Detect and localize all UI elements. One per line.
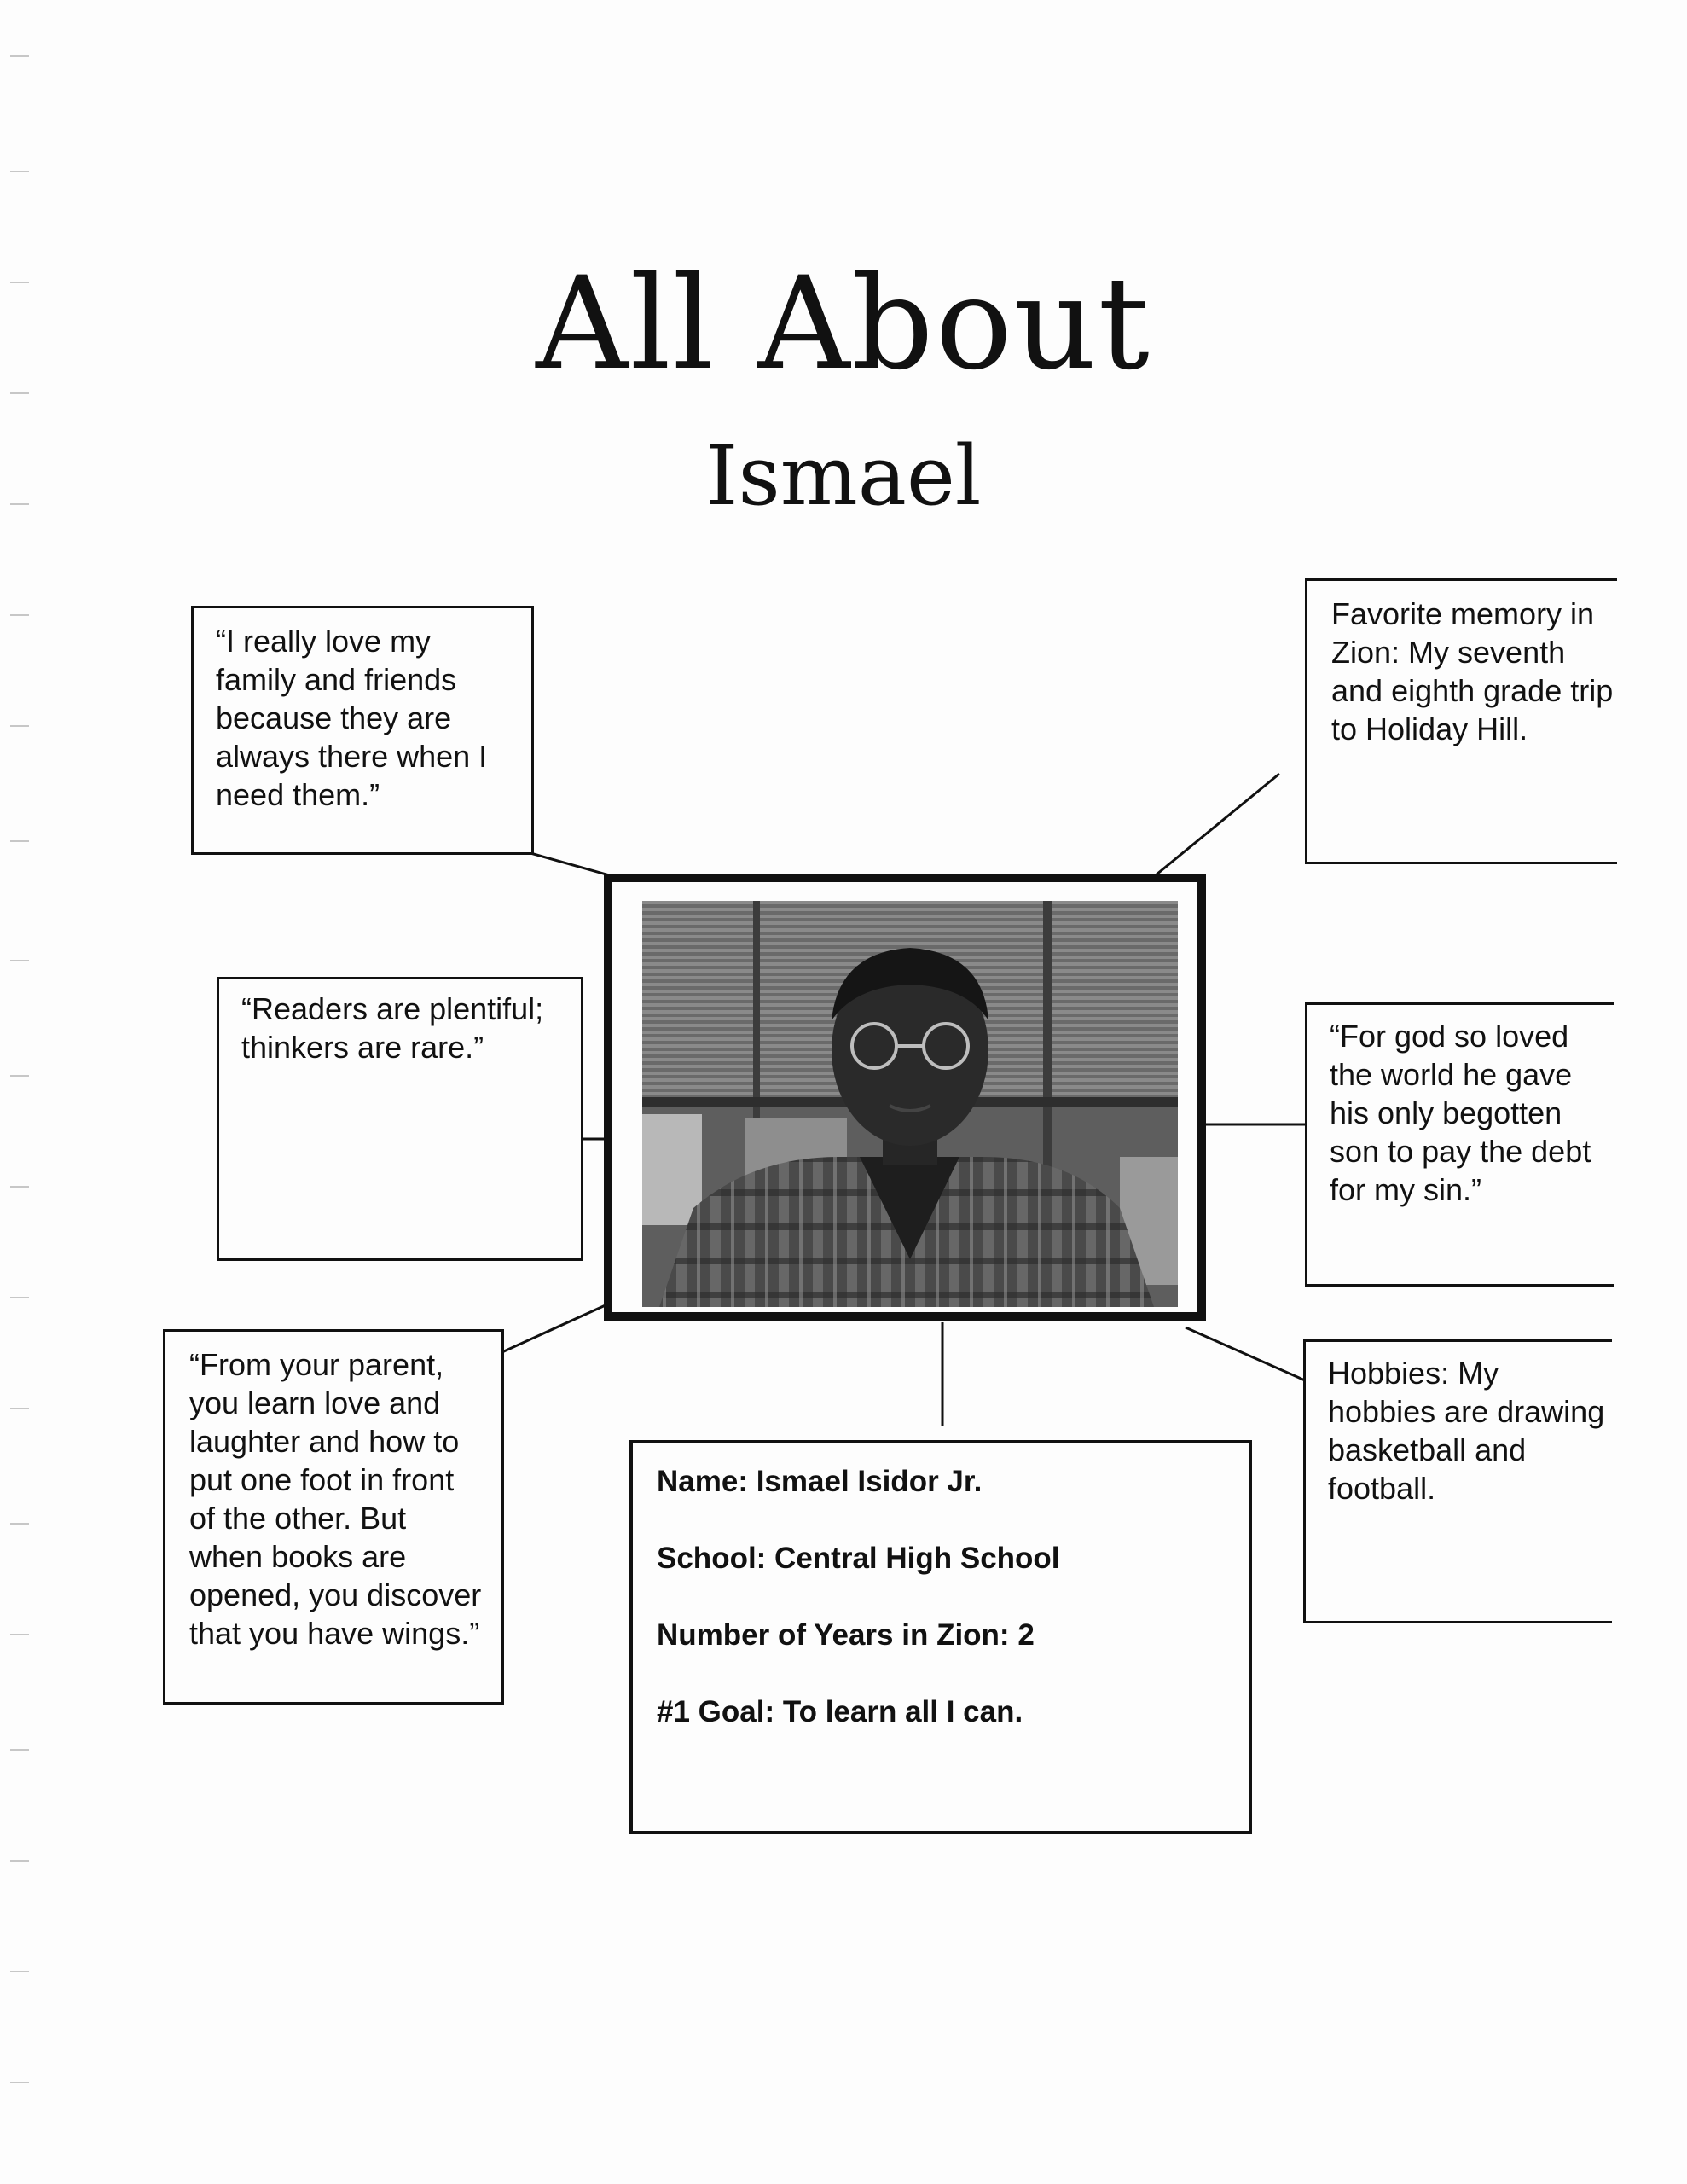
student-school: School: Central High School — [657, 1542, 1060, 1575]
student-years: Number of Years in Zion: 2 — [657, 1618, 1035, 1652]
page-subtitle: Ismael — [705, 428, 982, 524]
favorite-memory-text: Favorite memory in Zion: My seventh and eighth grade trip to Holiday Hill. — [1331, 596, 1614, 746]
readers-quote-text: “Readers are plentiful; thinkers are rare.” — [241, 991, 544, 1065]
student-info-box — [629, 1440, 1252, 1834]
bible-quote-text: “For god so loved the world he gave his only begotten son to pay the debt for my sin.” — [1330, 1019, 1591, 1207]
parent-quote-text: “From your parent, you learn love and laughter and how to put one foot in front of the other. But when books are opened, you discover that you have wings.” — [189, 1347, 482, 1651]
family-quote-text: “I really love my family and friends because they are always there when I need them.” — [216, 624, 488, 812]
student-name: Name: Ismael Isidor Jr. — [657, 1465, 983, 1498]
hobbies-box — [1303, 1339, 1612, 1623]
hobbies-text: Hobbies: My hobbies are drawing basketball and football. — [1328, 1356, 1605, 1506]
portrait-image — [642, 901, 1178, 1307]
family-quote-box — [191, 606, 534, 855]
favorite-memory-box — [1305, 578, 1617, 864]
readers-quote-box — [217, 977, 583, 1261]
parent-quote-box — [163, 1329, 504, 1705]
bible-quote-box — [1305, 1002, 1614, 1287]
page-title: All About — [536, 250, 1151, 398]
student-portrait-photo — [642, 901, 1178, 1307]
connector-memory — [1157, 774, 1279, 874]
connector-hobbies — [1186, 1327, 1305, 1380]
photo-frame — [604, 874, 1206, 1321]
student-goal: #1 Goal: To learn all I can. — [657, 1695, 1023, 1728]
